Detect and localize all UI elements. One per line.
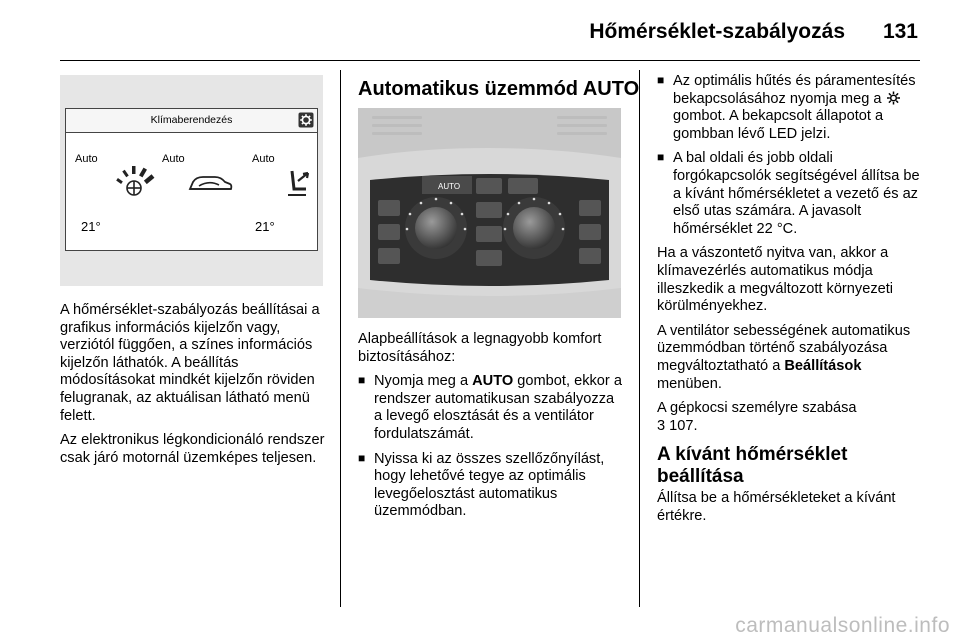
text-segment: gombot, ekkor a rendszer automatikusan szabályozza a levegő elosztását és a ventilátor fordulatszámát. (374, 373, 622, 442)
control-panel-illustration (358, 108, 621, 318)
temperature-left: 21° (81, 219, 101, 234)
auto-key-label: AUTO (472, 373, 514, 390)
auto-button-label: AUTO (438, 182, 461, 191)
column-3 (657, 73, 925, 532)
settings-menu-label: Beállítások (784, 357, 862, 374)
column-divider (639, 70, 640, 607)
text-segment: A ventilátor sebességének automatikus üzemmódban történő szabályozása megváltoztatható a (657, 322, 911, 374)
temperature-right: 21° (255, 219, 275, 234)
left-temperature-knob (415, 207, 457, 249)
text-segment: Az optimális hűtés és páramentesítés bekapcsolásához nyomja meg a (673, 73, 916, 107)
page-number: 131 (882, 20, 918, 43)
text-segment: gombot. A bekapcsolt állapotot a gombban lévő LED jelzi. (673, 108, 884, 142)
climate-display-figure (60, 75, 323, 286)
paragraph-fan-speed (657, 323, 925, 393)
page-header (0, 0, 960, 64)
screen-title-bar (66, 109, 317, 133)
watermark: carmanualsonline.info (735, 614, 950, 637)
text-segment: menüben. (657, 375, 722, 392)
air-distribution-seat-icon (284, 167, 312, 199)
list-item (358, 373, 626, 443)
auto-steps-list (358, 373, 626, 521)
section-heading-auto-mode: Automatikus üzemmód AUTO (358, 78, 640, 100)
climate-screen (65, 108, 318, 251)
paragraph-display-info: A hőmérséklet-szabályozás beállításai a grafikus információs kijelzőn vagy, verziótól függően, a színes információs kijelzőn láthatók. A beállítás módosításokat mindkét kijelzőn röviden felugranak, az aktuálisan látható menü felett. (60, 302, 320, 424)
right-temperature-knob (513, 207, 555, 249)
auto-label-left: Auto (75, 153, 98, 165)
auto-label-right: Auto (252, 153, 275, 165)
auto-label-center: Auto (162, 153, 185, 165)
paragraph-personalisation (657, 400, 925, 435)
auto-steps-list-continued (657, 73, 925, 238)
column-1 (60, 302, 332, 474)
list-item: ■ A bal oldali és jobb oldali forgókapcsolók segítségével állítsa be a kívánt hőmérsékletet a vezető és az első utas számára. A javasolt hőmérséklet 22 °C. (657, 150, 925, 238)
paragraph-basic-settings: Alapbeállítások a legnagyobb komfort biztosításához: (358, 331, 602, 365)
page-title: Hőmérséklet-szabályozás (589, 20, 845, 43)
column-2 (358, 331, 626, 528)
paragraph-set-temperature: Állítsa be a hőmérsékleteket a kívánt értékre. (657, 490, 896, 524)
fan-speed-icon (115, 164, 155, 198)
paragraph-roof-open: Ha a vászontető nyitva van, akkor a klímavezérlés automatikus módja illeszkedik a megváltozott környezeti körülményekhez. (657, 245, 894, 315)
column-divider (340, 70, 341, 607)
list-item: ■ Nyissa ki az összes szellőzőnyílást, hogy lehetővé tegye az optimális levegőelosztást automatikus üzemmódban. (358, 451, 626, 521)
screen-title: Klímaberendezés (150, 114, 233, 126)
header-rule (60, 60, 920, 61)
list-item (657, 73, 925, 143)
control-panel-photo (358, 108, 621, 318)
ac-snowflake-icon (886, 91, 901, 105)
section-heading-set-temperature: A kívánt hőmérséklet beállítása (657, 444, 848, 488)
text-segment: A gépkocsi személyre szabása (657, 400, 857, 417)
page-reference: 3 107. (657, 417, 698, 434)
recirculation-car-icon (187, 173, 233, 195)
text-segment: Nyomja meg a (374, 373, 473, 390)
paragraph-engine-running: Az elektronikus légkondicionáló rendszer csak járó motornál üzemképes teljesen. (60, 432, 325, 466)
settings-icon (298, 112, 314, 128)
